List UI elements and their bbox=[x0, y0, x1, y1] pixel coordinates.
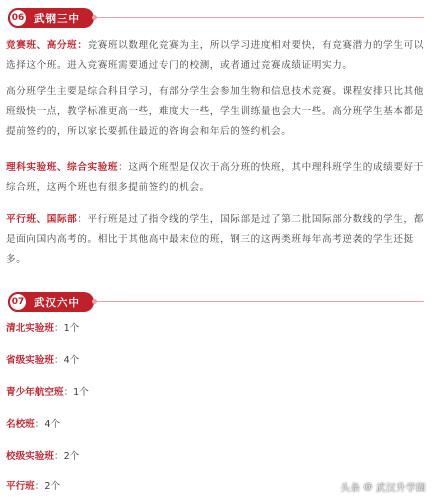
header-divider-dot bbox=[92, 15, 97, 20]
section-title-pill bbox=[8, 8, 94, 28]
class-label: 清北实验班 bbox=[6, 323, 54, 334]
class-count: 1个 bbox=[73, 387, 89, 398]
class-label: 青少年航空班 bbox=[6, 387, 64, 398]
class-sep: ： bbox=[63, 387, 74, 398]
paragraph-label: 竞赛班、高分班： bbox=[6, 40, 88, 51]
watermark-account-name: 武汉升学圈 bbox=[375, 483, 426, 494]
section-title: 武钢三中 bbox=[34, 12, 80, 25]
class-sep: ： bbox=[53, 451, 64, 462]
class-count-item bbox=[6, 354, 79, 368]
class-count: 1个 bbox=[63, 323, 80, 334]
section-header-07 bbox=[8, 292, 94, 312]
class-sep: ： bbox=[34, 419, 45, 430]
at-icon: @ bbox=[363, 482, 373, 492]
class-sep: ： bbox=[53, 355, 64, 366]
paragraph-text: ：平行班是过了指令线的学生，国际部是过了第二批国际部分数线的学生，都是面向国内高考的。相比于其他高中最末位的班，钢三的这两类班每年高考逆袭的学生还挺多。 bbox=[6, 214, 424, 265]
class-count: 4个 bbox=[44, 419, 61, 430]
paragraph-high-score-class bbox=[6, 82, 434, 142]
header-divider-line bbox=[94, 301, 424, 302]
class-count-item bbox=[6, 418, 60, 432]
paragraph-text: ：这两个班型是仅次于高分班的快班，其中理科班学生的成绩要好于综合班，这两个班也有很多提前签约的机会。 bbox=[6, 162, 424, 193]
paragraph-competition-class bbox=[6, 36, 434, 76]
watermark-prefix: 头条 bbox=[340, 483, 361, 494]
paragraph-text: 竞赛班以数理化竞赛为主，所以学习进度相对要快，有竞赛潜力的学生可以选择这个班。进入竞赛班需要通过专门的校测，或者通过竞赛成绩证明实力。 bbox=[6, 40, 424, 71]
class-label: 校级实验班 bbox=[6, 451, 54, 462]
paragraph-science-class bbox=[6, 158, 434, 198]
class-label: 省级实验班 bbox=[6, 355, 54, 366]
paragraph-parallel-class bbox=[6, 210, 434, 270]
section-title-pill bbox=[8, 292, 94, 312]
class-count-item bbox=[6, 386, 89, 400]
class-label: 名校班 bbox=[6, 419, 35, 430]
section-number: 06 bbox=[8, 8, 28, 28]
class-count: 2个 bbox=[44, 481, 61, 492]
class-sep: ： bbox=[53, 323, 64, 334]
paragraph-text: 高分班学生主要是综合科目学习，有部分学生会参加生物和信息技术竞赛。课程安排只比其他班级快一点，教学标准更高一些，难度大一些，学生训练量也会大一些。高分班学生基本都是提前签约的，所以家长要抓住最近的咨询会和年后的签约机会。 bbox=[6, 86, 424, 137]
class-label: 平行班 bbox=[6, 481, 35, 492]
class-count: 4个 bbox=[63, 355, 80, 366]
section-header-06 bbox=[8, 8, 94, 28]
class-count: 2个 bbox=[63, 451, 80, 462]
class-sep: ： bbox=[34, 481, 45, 492]
header-divider-line bbox=[94, 17, 424, 18]
class-count-item bbox=[6, 480, 60, 494]
section-number: 07 bbox=[8, 292, 28, 312]
header-divider-dot bbox=[92, 299, 97, 304]
section-title: 武汉六中 bbox=[34, 296, 80, 309]
class-count-item bbox=[6, 450, 79, 464]
paragraph-label: 理科实验班、综合实验班 bbox=[6, 162, 119, 173]
paragraph-label: 平行班、国际部 bbox=[6, 214, 78, 225]
source-watermark bbox=[340, 480, 426, 494]
class-count-item bbox=[6, 322, 79, 336]
